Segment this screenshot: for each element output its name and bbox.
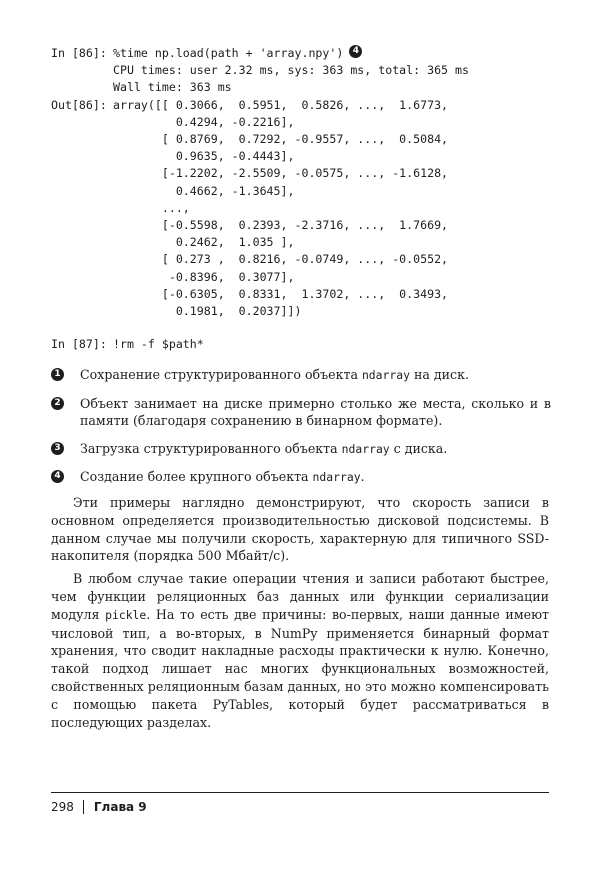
page-number: 298 <box>51 800 74 814</box>
paragraph-1: Эти примеры наглядно демонстрируют, что скорость записи в основном определяется производительностью дисковой подсистемы. В данном случае мы получили скорость, характерную для типичного SSD-накопителя (порядка 500 Мбайт/с). <box>51 495 549 564</box>
callout-note-3: 3 Загрузка структурированного объекта ndarray с диска. <box>51 440 551 459</box>
body-text <box>51 494 549 736</box>
page-footer <box>51 800 147 814</box>
wall-time-output: Wall time: 363 ms <box>113 80 232 95</box>
code-line-cpu-times <box>51 62 469 79</box>
inline-code: ndarray <box>341 441 390 456</box>
code-line-in86 <box>51 45 469 62</box>
array-output-line: 0.9635, -0.4443], <box>113 149 295 164</box>
inline-code-pickle: pickle <box>105 607 147 622</box>
array-output-line: [ 0.273 , 0.8216, -0.0749, ..., -0.0552, <box>113 252 449 267</box>
array-output-line: 0.4294, -0.2216], <box>113 114 295 129</box>
callout-note-1: 1 Сохранение структурированного объекта ndarray на диск. <box>51 366 551 385</box>
callout-number-1: 1 <box>51 368 64 381</box>
out86-prompt: Out[86]: <box>51 97 107 112</box>
in87-code: !rm -f $path* <box>113 337 204 351</box>
array-output-line: [-1.2202, -2.5509, -0.0575, ..., -1.6128, <box>113 166 449 181</box>
array-output-line: array([[ 0.3066, 0.5951, 0.5826, ..., 1.6773, <box>113 97 449 112</box>
callout-note-2: 2 Объект занимает на диске примерно столько же места, сколько и в памяти (благодаря сохранению в бинарном формате). <box>51 395 551 430</box>
array-output-line: 0.2462, 1.035 ], <box>113 235 295 250</box>
array-output-line: 0.4662, -1.3645], <box>113 183 295 198</box>
array-output-line: ..., <box>113 200 190 215</box>
callout-number-4: 4 <box>51 470 64 483</box>
array-output-line: [ 0.8769, 0.7292, -0.9557, ..., 0.5084, <box>113 132 449 147</box>
footer-rule <box>51 792 549 793</box>
array-output-line: 0.1981, 0.2037]]) <box>113 304 302 319</box>
code-block-in87 <box>51 336 204 353</box>
callout-marker-4: 4 <box>349 45 362 58</box>
array-output-line: -0.8396, 0.3077], <box>113 269 295 284</box>
code-line-out86-0 <box>51 97 469 114</box>
array-output-line: [-0.5598, 0.2393, -2.3716, ..., 1.7669, <box>113 218 449 233</box>
paragraph-2: В любом случае такие операции чтения и записи работают быстрее, чем функции реляционных баз данных или функции сериализации модуля pickle. На то есть две причины: во-первых, наши данные имеют числовой тип, а во-вторых, в NumPy применяется бинарный формат хранения, что сводит накладные расходы практически к нулю. Конечно, такой подход лишает нас многих функциональных возможностей, свойственных реляционным базам данных, но это можно компенсировать с помощью пакета PyTables, который будет рассматриваться в последующих разделах. <box>51 571 549 730</box>
in87-prompt: In [87]: <box>51 337 107 351</box>
callout-note-4: 4 Создание более крупного объекта ndarray. <box>51 468 551 487</box>
inline-code: ndarray <box>312 470 361 485</box>
code-line-wall-time <box>51 79 469 96</box>
callout-number-2: 2 <box>51 397 64 410</box>
callout-notes <box>51 366 551 497</box>
code-line-in87 <box>51 336 204 353</box>
in86-prompt: In [86]: <box>51 46 107 60</box>
footer-separator <box>83 800 84 814</box>
callout-number-3: 3 <box>51 442 64 455</box>
chapter-label: Глава 9 <box>93 800 147 814</box>
array-output-line: [-0.6305, 0.8331, 1.3702, ..., 0.3493, <box>113 286 449 301</box>
inline-code: ndarray <box>361 368 410 382</box>
cpu-times-output: CPU times: user 2.32 ms, sys: 363 ms, total: 365 ms <box>113 63 469 78</box>
code-block <box>51 45 469 320</box>
in86-code: %time np.load(path + 'array.npy') <box>113 46 344 60</box>
